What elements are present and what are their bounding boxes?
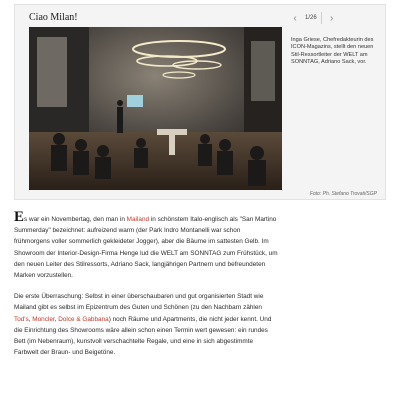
showroom-photo-image	[29, 27, 282, 190]
photo-caption: Inga Griese, Chefredakteurin des ICON-Magazins, stellt den neuen Stil-Ressortleiter der WELT am SONNTAG, Adriano Sack, vor.	[291, 37, 374, 66]
gallery-photo[interactable]	[29, 27, 282, 190]
pager-divider	[321, 12, 322, 24]
photo-credit: Foto: Ph. Stefano Trovati/SGP	[309, 191, 377, 197]
drop-cap: E	[14, 209, 25, 225]
image-gallery	[14, 4, 386, 200]
chevron-right-icon[interactable]: ›	[330, 12, 334, 24]
link-moncler[interactable]: Moncler	[32, 315, 55, 323]
article-paragraph	[14, 291, 278, 358]
chevron-left-icon[interactable]: ‹	[293, 12, 297, 24]
link-tods[interactable]: Tod's	[14, 315, 29, 323]
gallery-side-panel	[279, 5, 387, 201]
gallery-pager	[289, 11, 338, 25]
gallery-title: Ciao Milan!	[29, 12, 78, 23]
paragraph-text: Die erste Überraschung: Selbst in einer überschaubaren und gut organisierten Stadt wie Mailand gibt es selbst im Epizentrum des Guten und Schönen (zu den Nachbarn zählen	[14, 293, 264, 312]
pager-count: 1/26	[305, 15, 317, 21]
paragraph-text: s war ein Novembertag, den man in	[24, 216, 127, 223]
paragraph-text: ) noch Räume und Apartments, die nicht jeder kennt. Und die Einrichtung des Showrooms wäre allein schon einen Termin wert gewesen: ein rundes Bett (im Nebenraum), kunstvoll verschachtelte Regale, und eine in sich abgestimmte Farbwelt der Braun- und Beigetöne.	[14, 315, 272, 357]
paragraph-text: in schönstem Italo-englisch als "San Martino Summerday" bezeichnet: aufreizend warm (der Park Indro Montanelli war schon frühmorgens voller sommerlich gekleideter Jogger), aber die Bäume im sattesten Gelb. Im Showroom der Interior-Design-Firma Henge lud die WELT am SONNTAG zum Frühstück, um den neuen Leiter des Stilressorts, Adriano Sack, langjährigen Partnern und befreundeten Marken vorzustellen.	[14, 216, 278, 280]
article-body	[14, 209, 278, 368]
comma: ,	[54, 315, 59, 323]
comma: ,	[28, 315, 33, 323]
link-dolce-gabbana[interactable]: Dolce & Gabbana	[58, 315, 109, 323]
link-mailand[interactable]: Mailand	[126, 216, 150, 223]
article-paragraph	[14, 209, 278, 281]
